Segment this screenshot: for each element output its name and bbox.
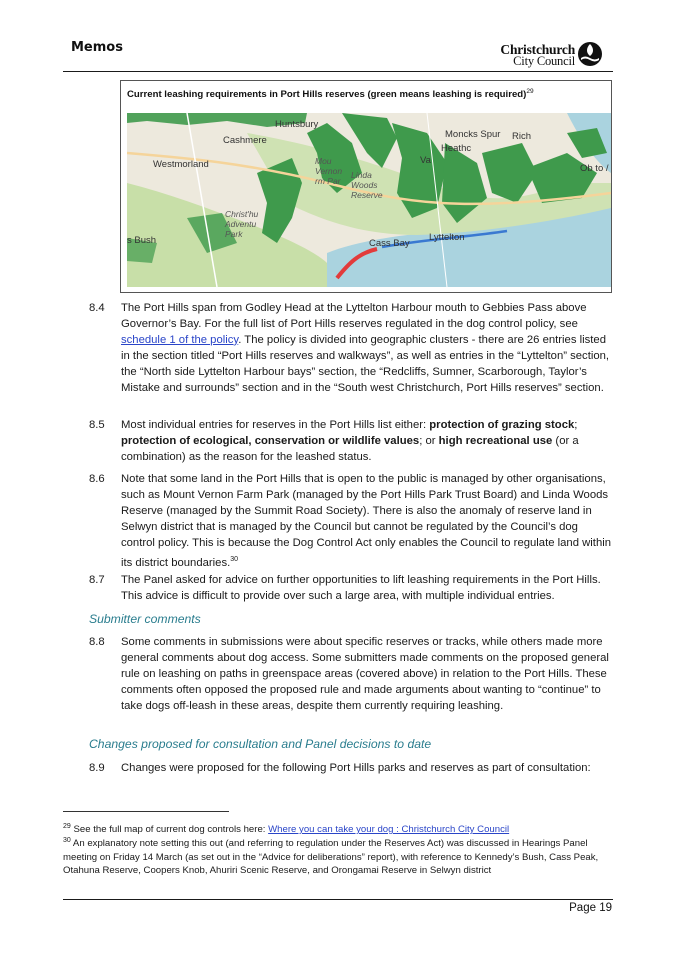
- map-label-cashmere: Cashmere: [223, 135, 267, 146]
- map-label-linda-woods: Linda Woods Reserve: [351, 170, 383, 200]
- map-label-richmond-hill: Rich: [512, 131, 532, 142]
- logo-line1: Christchurch: [500, 42, 575, 57]
- paragraph-8-4: 8.4 The Port Hills span from Godley Head at the Lyttelton Harbour mouth to Gebbies Pass above Governor’s Bay. For the full list of Port Hills reserves regulated in the dog control policy, see schedule 1 of the policy. The policy is divided into geographic clusters - there are 26 entries listed in the section titled “Port Hills reserves and walkways”, as well as entries in the “Lyttelton” section, the “North side Lyttelton Harbour bays” section, the “Redcliffs, Sumner, Scarborough, Taylor’s Mistake and surrounds” section and in the “South west Christchurch, Port Hills reserves” section.: [89, 302, 610, 394]
- footnote-30: $^{30}$ An explanatory note setting this out (and referring to regulation under the Reserves Act) was discussed in Hearings Panel meeting on Friday 14 March (as set out in the “Advice for deliberations” report), with reference to Kennedy’s Bush, Cass Peak, Otahuna Reserve, Coopers Knob, Ahuriri Scenic Reserve, and Orongamai Reserve in Selwyn district: [63, 837, 599, 877]
- figure-caption: Current leashing requirements in Port Hills reserves (green means leashing is required)$^{29}$: [127, 88, 534, 101]
- map-label-lyttelton: Lyttelton: [429, 232, 465, 243]
- map-label-heathcote: Heathc: [441, 143, 472, 154]
- page-number: Page 19: [569, 902, 612, 914]
- footer-rule: [63, 899, 613, 900]
- map-label-adventure-park: Christ'hu Adventu Park: [225, 209, 259, 239]
- paragraph-number: 8.6: [89, 473, 105, 485]
- caption-footnote-ref[interactable]: 29: [526, 88, 534, 95]
- paragraph-8-8: 8.8 Some comments in submissions were about specific reserves or tracks, while others made more general comments about dog access. Some submitters made comments on the proposed general rule on leashing on paths in greenspace areas (covered above) in relation to the Port Hills. These comments often opposed the proposed rule and made arguments about wanting to “continue” to take dogs off-leash in these areas, despite them currently requiring leashing.: [89, 636, 609, 712]
- paragraph-number: 8.8: [89, 636, 105, 648]
- figure-map-frame: [120, 80, 612, 293]
- map-label-godley-head: Ob to /: [580, 163, 609, 174]
- map-label-mount-vernon: Mou Vernon rm Par: [315, 156, 343, 186]
- schedule-link[interactable]: schedule 1 of the policy: [121, 333, 239, 346]
- paragraph-8-9: 8.9 Changes were proposed for the following Port Hills parks and reserves as part of consultation:: [89, 761, 614, 777]
- paragraph-number: 8.5: [89, 419, 105, 431]
- paragraph-number: 8.9: [89, 762, 105, 774]
- heading-changes-proposed: Changes proposed for consultation and Panel decisions to date: [89, 737, 432, 751]
- header-rule: [63, 71, 613, 72]
- map-label-bush: s Bush: [127, 235, 157, 246]
- paragraph-8-6: 8.6 Note that some land in the Port Hills that is open to the public is managed by other organisations, such as Mount Vernon Farm Park (managed by the Port Hills Park Trust Board) and Linda Woods Reserve (managed by the Summit Road Society). There is also the anomaly of reserve land in Selwyn district that is managed by the Council but cannot be regulated by the Council’s dog control policy. This is because the Dog Control Act only enables the Council to regulate land within its district boundaries.$^{30}$: [89, 473, 612, 569]
- paragraph-8-5: 8.5 Most individual entries for reserves in the Port Hills list either: protection of grazing stock; protection of ecological, conservation or wildlife values; or high recreational use (or a combination) as the reason for the leashed status.: [89, 419, 579, 463]
- paragraph-number: 8.7: [89, 574, 105, 586]
- footnote-ref-30[interactable]: 30: [230, 555, 239, 563]
- logo-line2: City Council: [513, 54, 575, 68]
- paragraph-number: 8.4: [89, 302, 105, 314]
- council-emblem-icon: [577, 41, 603, 67]
- map-label-cass-bay: Cass Bay: [369, 238, 410, 249]
- map-label-moncks-spur: Moncks Spur: [445, 129, 501, 140]
- map-label-heathcote-valley: Va: [420, 155, 431, 166]
- map-label-westmorland: Westmorland: [153, 159, 209, 170]
- footnote-29: $^{29}$ See the full map of current dog controls here: Where you can take your dog : Christchurch City Council: [63, 823, 510, 836]
- map-canvas: [127, 113, 611, 287]
- paragraph-8-7: 8.7 The Panel asked for advice on further opportunities to lift leashing requirements in the Port Hills. This advice is difficult to provide over such a large area, with multiple individual entries.: [89, 574, 601, 602]
- dog-controls-link[interactable]: Where you can take your dog : Christchurch City Council: [268, 824, 510, 836]
- map-label-huntsbury: Huntsbury: [275, 119, 319, 130]
- heading-submitter-comments: Submitter comments: [89, 612, 201, 626]
- council-logo: [499, 41, 603, 67]
- port-hills-map: [127, 113, 611, 287]
- footnote-rule: [63, 811, 229, 812]
- header-title: Memos: [71, 40, 123, 55]
